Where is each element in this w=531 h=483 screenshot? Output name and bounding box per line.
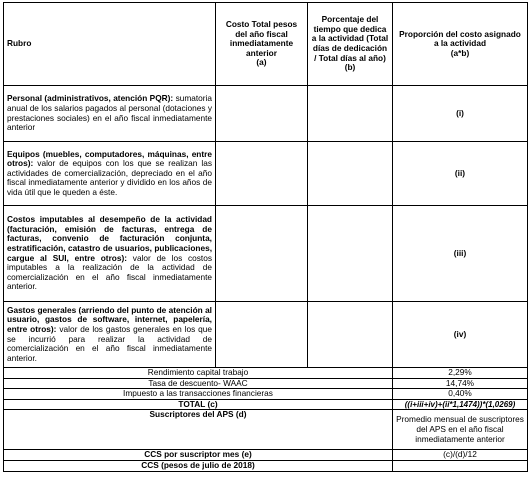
header-col-a-letter: (a) — [256, 57, 267, 68]
row-gastos-text: valor de los gastos generales en los que se incurrió para realizar la actividad de comercialización en el año fiscal inmediatamente anterior. — [7, 323, 212, 363]
row-equipos-a — [216, 142, 308, 206]
row-equipos-b — [308, 142, 393, 206]
header-col-b — [308, 3, 393, 86]
header-col-b-text: Porcentaje del tiempo que dedica a la actividad (Total días de dedicación / Total días al año) — [311, 14, 389, 63]
row-costos-desc — [4, 206, 216, 302]
row-gastos-mark: (iv) — [393, 302, 528, 368]
rendimiento-value: 2,29% — [393, 368, 528, 379]
row-personal-text: sumatoria anual de los salarios pagados al personal (dotaciones y prestaciones sociales) en el año fiscal inmediatamente anterior — [7, 93, 212, 133]
row-costos-a — [216, 206, 308, 302]
table-row — [4, 460, 528, 471]
table-row — [4, 206, 528, 302]
impuesto-label: Impuesto a las transacciones financieras — [4, 389, 393, 400]
total-formula: ((i+iii+iv)+(ii*1,1474))*(1,0269) — [393, 399, 528, 410]
table-row — [4, 86, 528, 142]
waac-label: Tasa de descuento- WAAC — [4, 378, 393, 389]
row-equipos-desc — [4, 142, 216, 206]
table-row — [4, 302, 528, 368]
ccs-pesos-label: CCS (pesos de julio de 2018) — [4, 460, 393, 471]
header-rubro: Rubro — [4, 3, 216, 86]
cost-table — [3, 2, 528, 472]
table-row — [4, 389, 528, 400]
ccs-mes-value: (c)/(d)/12 — [393, 450, 528, 461]
row-personal-b — [308, 86, 393, 142]
row-personal-title: Personal (administrativos, atención PQR): — [7, 93, 174, 104]
row-costos-b — [308, 206, 393, 302]
header-col-a — [216, 3, 308, 86]
rendimiento-label: Rendimiento capital trabajo — [4, 368, 393, 379]
row-equipos-mark: (ii) — [393, 142, 528, 206]
table-row — [4, 450, 528, 461]
ccs-mes-label: CCS por suscriptor mes (e) — [4, 450, 393, 461]
row-costos-title: Costos imputables al desempeño de la actividad (facturación, emisión de facturas, entrega de facturas, convenio de facturación conjunta, estratificación, catastro de usuarios, publicaciones, cargue al SUI, entre otros): — [7, 214, 212, 263]
table-row — [4, 410, 528, 450]
row-gastos-desc — [4, 302, 216, 368]
total-label: TOTAL (c) — [4, 399, 393, 410]
header-col-a-text: Costo Total pesos del año fiscal inmediatamente anterior — [225, 19, 298, 58]
table-row — [4, 399, 528, 410]
row-personal-a — [216, 86, 308, 142]
row-personal-mark: (i) — [393, 86, 528, 142]
impuesto-value: 0,40% — [393, 389, 528, 400]
table-row — [4, 368, 528, 379]
row-costos-text: valor de los costos imputables a la realización de la actividad de comercialización en el año fiscal inmediatamente anterior. — [7, 252, 212, 292]
header-col-c — [393, 3, 528, 86]
suscriptores-value: Promedio mensual de suscriptores del APS en el año fiscal inmediatamente anterior — [393, 410, 528, 450]
header-row — [4, 3, 528, 86]
row-gastos-title: Gastos generales (arriendo del punto de atención al usuario, gastos de software, internet, papelería, entre otros): — [7, 304, 212, 334]
row-costos-mark: (iii) — [393, 206, 528, 302]
row-gastos-b — [308, 302, 393, 368]
suscriptores-label: Suscriptores del APS (d) — [4, 410, 393, 450]
row-personal-desc — [4, 86, 216, 142]
row-gastos-a — [216, 302, 308, 368]
header-col-b-letter: (b) — [344, 62, 356, 73]
row-equipos-title: Equipos (muebles, computadores, máquinas, entre otros): — [7, 148, 212, 169]
waac-value: 14,74% — [393, 378, 528, 389]
ccs-pesos-value — [393, 460, 528, 471]
row-equipos-text: valor de equipos con los que se realizan las actividades de comercialización, depreciado en el año fiscal inmediatamente anterior y dividido en los años de vida útil que le queden a éste. — [7, 158, 212, 197]
header-col-c-letter: (a*b) — [450, 47, 470, 58]
header-col-c-text: Proporción del costo asignado a la actividad — [399, 28, 521, 49]
table-row — [4, 142, 528, 206]
table-row — [4, 378, 528, 389]
